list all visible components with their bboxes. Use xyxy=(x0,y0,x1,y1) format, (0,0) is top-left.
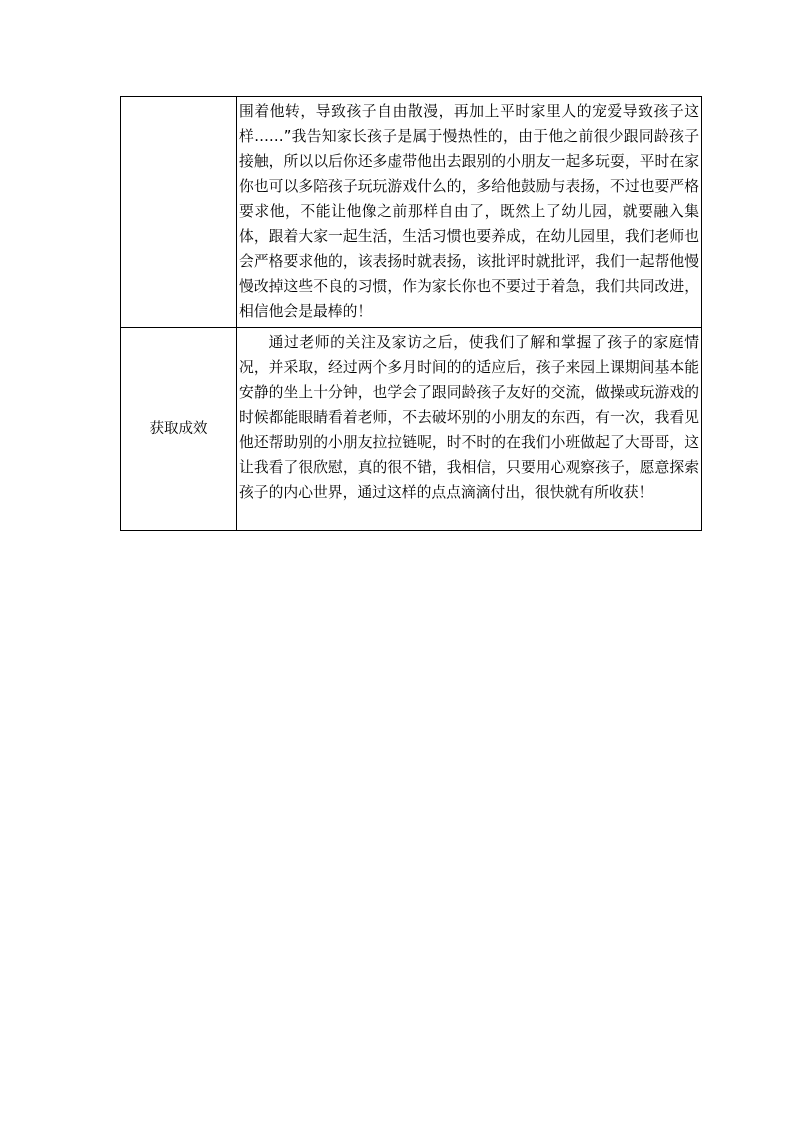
document-table xyxy=(120,96,702,531)
paragraph-continuation: 围着他转，导致孩子自由散漫，再加上平时家里人的宠爱导致孩子这样……”我告知家长孩子是属于慢热性的，由于他之前很少跟同龄孩子接触，所以以后你还多虚带他出去跟别的小朋友一起多玩耍，平时在家你也可以多陪孩子玩玩游戏什么的，多给他鼓励与表扬，不过也要严格要求他，不能让他像之前那样自由了，既然上了幼儿园，就要融入集体，跟着大家一起生活，生活习惯也要养成，在幼儿园里，我们老师也会严格要求他的，该表扬时就表扬，该批评时就批评，我们一起帮他慢慢改掉这些不良的习惯，作为家长你也不要过于着急，我们共同改进，相信他会是最棒的！ xyxy=(239,103,699,320)
row-label-cell xyxy=(121,97,237,328)
row-content-cell xyxy=(237,97,702,328)
paragraph-outcome: 通过老师的关注及家访之后，使我们了解和掌握了孩子的家庭情况，并采取，经过两个多月时间的的适应后，孩子来园上课期间基本能安静的坐上十分钟，也学会了跟同龄孩子友好的交流，做操或玩游戏的时候都能眼睛看着老师，不去破坏别的小朋友的东西，有一次，我看见他还帮助别的小朋友拉拉链呢，时不时的在我们小班做起了大哥哥，这让我看了很欣慰，真的很不错，我相信，只要用心观察孩子，愿意探索孩子的内心世界，通过这样的点点滴滴付出，很快就有所收获！ xyxy=(239,334,699,501)
table-row xyxy=(121,328,702,531)
row-label-outcome: 获取成效 xyxy=(121,328,237,531)
table-row xyxy=(121,97,702,328)
row-content-cell xyxy=(237,328,702,531)
